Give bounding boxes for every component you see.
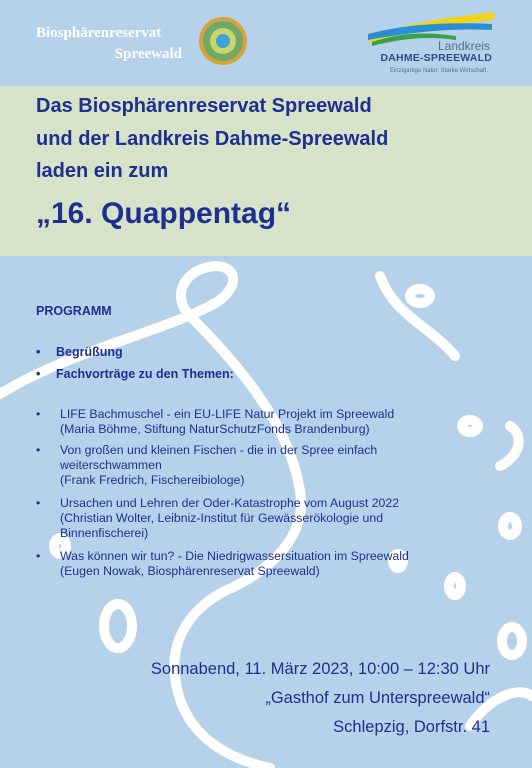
program-heading: PROGRAMM (36, 304, 112, 318)
bullet-icon: • (36, 496, 41, 510)
district-logo-line2: DAHME-SPREEWALD (380, 52, 492, 64)
district-logo (366, 10, 496, 80)
biosphere-reserve-logo (198, 16, 248, 66)
topic-line: (Maria Böhme, Stiftung NaturSchutzFonds Brandenburg) (60, 422, 370, 436)
event-venue: „Gasthof zum Unterspreewald“ (265, 689, 490, 707)
topic-line: (Christian Wolter, Leibniz-Institut für Gewässerökologie und (60, 511, 384, 525)
program-topic (36, 443, 496, 488)
topic-line: Binnenfischerei) (60, 526, 149, 540)
district-logo-line1: Landkreis (437, 39, 490, 53)
biosphere-reserve-name (36, 23, 186, 65)
topic-line: weiterschwammen (60, 458, 162, 472)
event-address: Schlepzig, Dorfstr. 41 (333, 718, 490, 736)
event-title: „16. Quappentag“ (36, 197, 292, 230)
bullet-icon: • (36, 407, 41, 421)
topic-line: (Frank Fredrich, Fischereibiologe) (60, 473, 245, 487)
topic-line: Ursachen und Lehren der Oder-Katastrophe vom August 2022 (60, 496, 400, 510)
topic-line: Was können wir tun? - Die Niedrigwassersituation im Spreewald (60, 549, 409, 563)
bullet-icon: • (36, 443, 41, 457)
invitation-line1: Das Biosphärenreservat Spreewald (36, 95, 372, 117)
program-topic (36, 549, 496, 579)
bullet-icon: • (36, 367, 41, 381)
main-point-text: Fachvorträge zu den Themen: (56, 367, 234, 381)
bullet-icon: • (36, 549, 41, 563)
invitation-line2: und der Landkreis Dahme-Spreewald (36, 128, 389, 150)
program-section (0, 256, 532, 768)
topic-line: LIFE Bachmuschel - ein EU-LIFE Natur Projekt im Spreewald (60, 407, 395, 421)
district-logo-tagline: Einzigartige Natur. Starke Wirtschaft. (389, 68, 488, 74)
header (0, 0, 532, 86)
program-topic (36, 496, 496, 541)
program-topic (36, 407, 496, 437)
topic-line: Von großen und kleinen Fischen - die in der Spree einfach (60, 443, 378, 457)
main-point-text: Begrüßung (56, 345, 123, 359)
invitation-line3: laden ein zum (36, 160, 169, 182)
brs-name-line2: Spreewald (114, 46, 182, 62)
invitation-band (0, 86, 532, 256)
bullet-icon: • (36, 345, 41, 359)
brs-name-line1: Biosphärenreservat (36, 25, 162, 41)
event-date-time: Sonnabend, 11. März 2023, 10:00 – 12:30 Uhr (150, 660, 490, 678)
topic-line: (Eugen Nowak, Biosphärenreservat Spreewald) (60, 564, 320, 578)
